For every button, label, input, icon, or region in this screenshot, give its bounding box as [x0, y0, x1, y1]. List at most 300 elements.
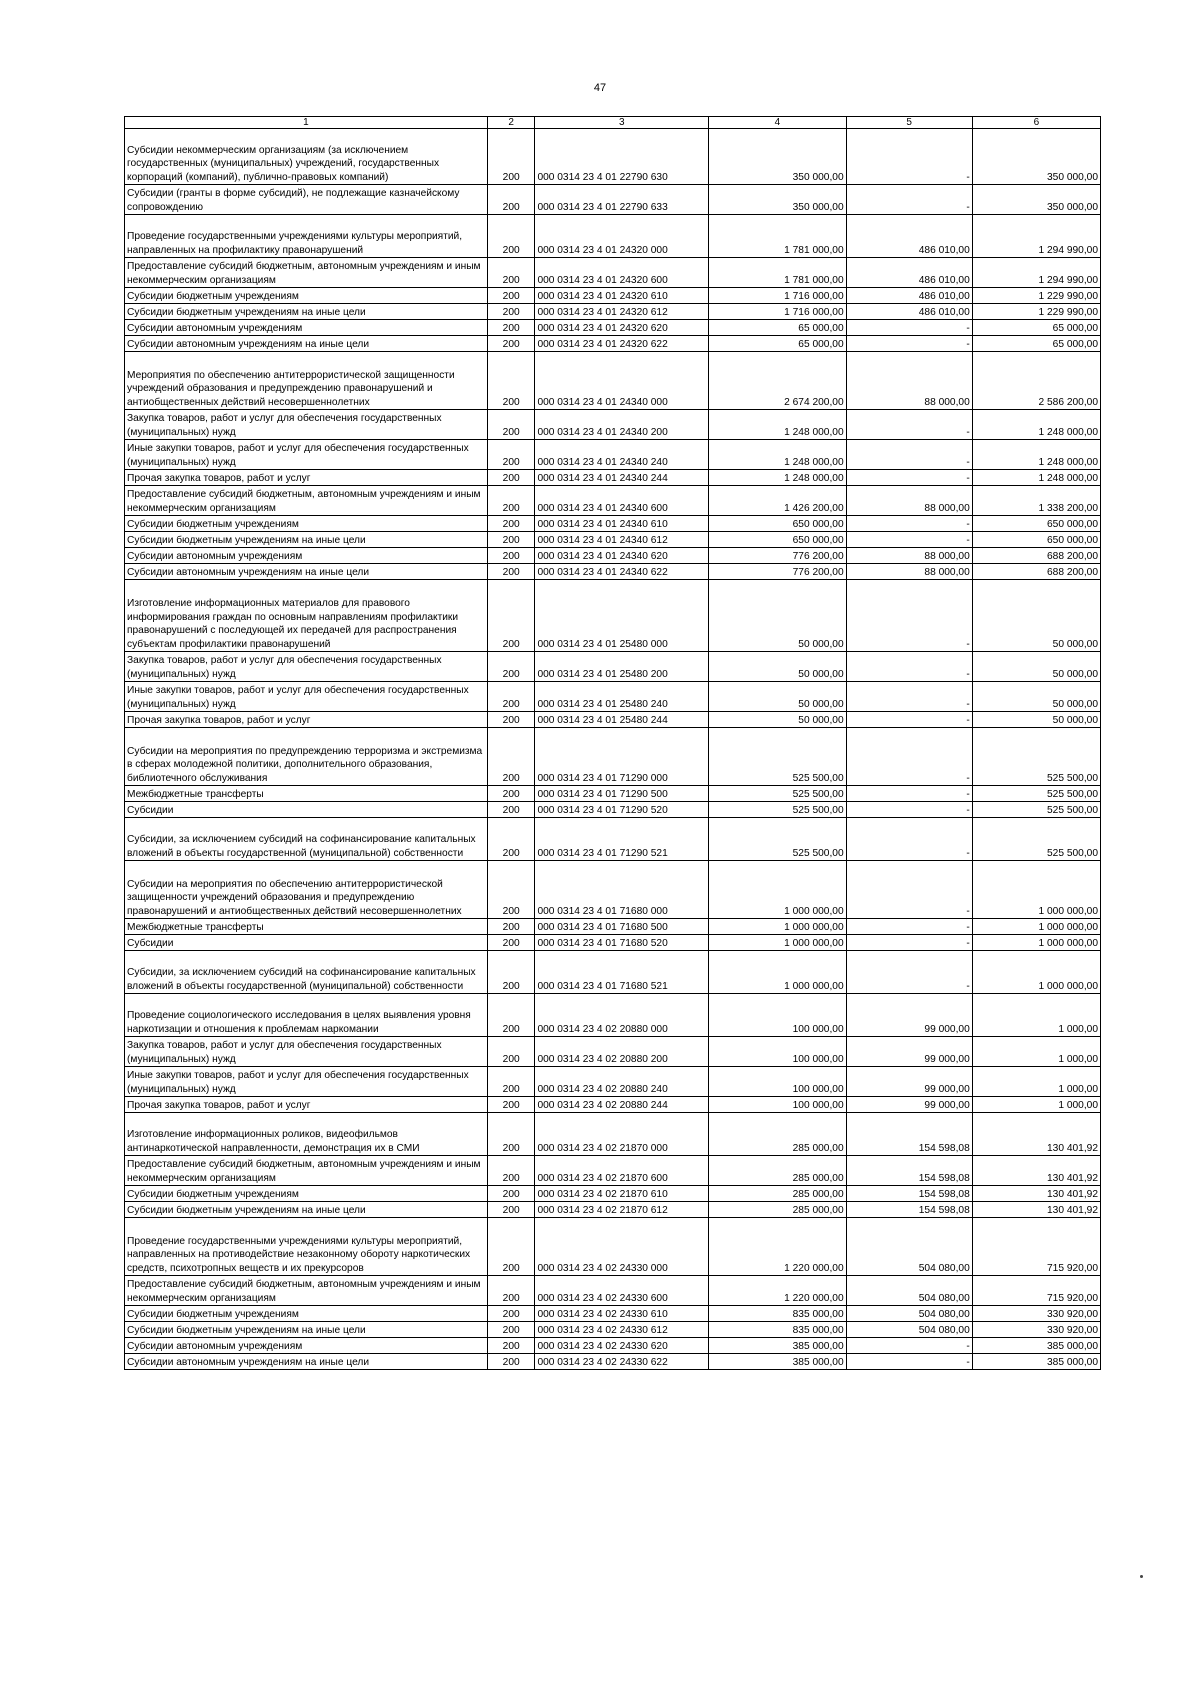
- row-code-cell: 000 0314 23 4 02 21870 612: [535, 1202, 709, 1218]
- row-name-cell: Межбюджетные трансферты: [125, 786, 488, 802]
- row-code-cell: 000 0314 23 4 01 24320 622: [535, 336, 709, 352]
- row-rest-cell: 1 248 000,00: [972, 470, 1100, 486]
- row-exec-cell: -: [846, 320, 972, 336]
- row-admin-cell: 200: [487, 802, 535, 818]
- row-code-cell: 000 0314 23 4 02 20880 000: [535, 994, 709, 1037]
- table-row: [125, 1186, 1101, 1202]
- row-code-cell: 000 0314 23 4 01 71290 500: [535, 786, 709, 802]
- row-name-cell: Субсидии на мероприятия по обеспечению антитеррористической защищенности учреждений образования и предупреждению правонарушений и антиобщественных действий несовершеннолетних: [125, 861, 488, 919]
- row-admin-cell: 200: [487, 786, 535, 802]
- row-rest-cell: 525 500,00: [972, 802, 1100, 818]
- row-plan-cell: 835 000,00: [709, 1322, 847, 1338]
- row-rest-cell: 650 000,00: [972, 516, 1100, 532]
- row-code-cell: 000 0314 23 4 02 20880 240: [535, 1067, 709, 1097]
- table-row: [125, 1306, 1101, 1322]
- row-exec-cell: -: [846, 951, 972, 994]
- row-rest-cell: 715 920,00: [972, 1276, 1100, 1306]
- row-rest-cell: 1 338 200,00: [972, 486, 1100, 516]
- row-plan-cell: 285 000,00: [709, 1202, 847, 1218]
- row-name-cell: Субсидии бюджетным учреждениям: [125, 288, 488, 304]
- row-code-cell: 000 0314 23 4 01 24340 612: [535, 532, 709, 548]
- row-admin-cell: 200: [487, 1322, 535, 1338]
- row-plan-cell: 50 000,00: [709, 682, 847, 712]
- row-name-cell: Иные закупки товаров, работ и услуг для обеспечения государственных (муниципальных) нужд: [125, 682, 488, 712]
- table-row: [125, 951, 1101, 994]
- table-row: [125, 486, 1101, 516]
- row-plan-cell: 1 781 000,00: [709, 258, 847, 288]
- table-row: [125, 185, 1101, 215]
- row-plan-cell: 100 000,00: [709, 1067, 847, 1097]
- table-row: [125, 1113, 1101, 1156]
- row-admin-cell: 200: [487, 320, 535, 336]
- row-admin-cell: 200: [487, 336, 535, 352]
- row-code-cell: 000 0314 23 4 01 71680 520: [535, 935, 709, 951]
- row-admin-cell: 200: [487, 682, 535, 712]
- row-plan-cell: 650 000,00: [709, 532, 847, 548]
- table-row: [125, 1202, 1101, 1218]
- row-plan-cell: 100 000,00: [709, 1037, 847, 1067]
- row-plan-cell: 1 000 000,00: [709, 935, 847, 951]
- row-exec-cell: 486 010,00: [846, 215, 972, 258]
- row-code-cell: 000 0314 23 4 02 24330 622: [535, 1354, 709, 1370]
- row-plan-cell: 1 248 000,00: [709, 470, 847, 486]
- table-row: [125, 1322, 1101, 1338]
- row-name-cell: Субсидии бюджетным учреждениям на иные цели: [125, 532, 488, 548]
- row-exec-cell: 504 080,00: [846, 1276, 972, 1306]
- row-code-cell: 000 0314 23 4 01 24340 000: [535, 352, 709, 410]
- row-plan-cell: 650 000,00: [709, 516, 847, 532]
- row-rest-cell: 330 920,00: [972, 1322, 1100, 1338]
- table-row: [125, 580, 1101, 652]
- row-code-cell: 000 0314 23 4 01 22790 630: [535, 129, 709, 185]
- row-admin-cell: 200: [487, 935, 535, 951]
- row-admin-cell: 200: [487, 712, 535, 728]
- row-rest-cell: 525 500,00: [972, 818, 1100, 861]
- row-plan-cell: 65 000,00: [709, 320, 847, 336]
- row-exec-cell: -: [846, 728, 972, 786]
- row-code-cell: 000 0314 23 4 02 24330 612: [535, 1322, 709, 1338]
- column-header: 6: [972, 117, 1100, 129]
- row-exec-cell: 88 000,00: [846, 564, 972, 580]
- row-admin-cell: 200: [487, 994, 535, 1037]
- row-code-cell: 000 0314 23 4 01 71680 000: [535, 861, 709, 919]
- row-rest-cell: 650 000,00: [972, 532, 1100, 548]
- row-code-cell: 000 0314 23 4 01 24320 610: [535, 288, 709, 304]
- row-code-cell: 000 0314 23 4 01 24320 612: [535, 304, 709, 320]
- row-code-cell: 000 0314 23 4 01 22790 633: [535, 185, 709, 215]
- row-rest-cell: 525 500,00: [972, 786, 1100, 802]
- row-admin-cell: 200: [487, 440, 535, 470]
- row-exec-cell: -: [846, 652, 972, 682]
- table-row: [125, 288, 1101, 304]
- row-exec-cell: 154 598,08: [846, 1156, 972, 1186]
- row-plan-cell: 1 220 000,00: [709, 1276, 847, 1306]
- row-code-cell: 000 0314 23 4 01 25480 240: [535, 682, 709, 712]
- row-name-cell: Прочая закупка товаров, работ и услуг: [125, 470, 488, 486]
- row-name-cell: Субсидии автономным учреждениям на иные цели: [125, 1354, 488, 1370]
- row-admin-cell: 200: [487, 1354, 535, 1370]
- table-row: [125, 786, 1101, 802]
- row-exec-cell: -: [846, 516, 972, 532]
- table-row: [125, 1037, 1101, 1067]
- row-plan-cell: 1 248 000,00: [709, 410, 847, 440]
- row-rest-cell: 50 000,00: [972, 580, 1100, 652]
- row-name-cell: Проведение государственными учреждениями культуры мероприятий, направленных на противодействие незаконному обороту наркотических средств, психотропных веществ и их прекурсоров: [125, 1218, 488, 1276]
- row-plan-cell: 1 716 000,00: [709, 304, 847, 320]
- row-code-cell: 000 0314 23 4 01 24340 600: [535, 486, 709, 516]
- row-exec-cell: -: [846, 935, 972, 951]
- row-name-cell: Субсидии автономным учреждениям на иные цели: [125, 336, 488, 352]
- row-admin-cell: 200: [487, 1113, 535, 1156]
- row-code-cell: 000 0314 23 4 01 24340 244: [535, 470, 709, 486]
- row-plan-cell: 1 220 000,00: [709, 1218, 847, 1276]
- row-rest-cell: 1 000 000,00: [972, 919, 1100, 935]
- row-name-cell: Мероприятия по обеспечению антитеррористической защищенности учреждений образования и предупреждению правонарушений и антиобщественных действий несовершеннолетних: [125, 352, 488, 410]
- row-rest-cell: 1 294 990,00: [972, 258, 1100, 288]
- row-rest-cell: 130 401,92: [972, 1186, 1100, 1202]
- table-row: [125, 1338, 1101, 1354]
- row-exec-cell: 504 080,00: [846, 1306, 972, 1322]
- table-row: [125, 215, 1101, 258]
- row-name-cell: Предоставление субсидий бюджетным, автономным учреждениям и иным некоммерческим организациям: [125, 486, 488, 516]
- row-exec-cell: 88 000,00: [846, 548, 972, 564]
- row-code-cell: 000 0314 23 4 02 21870 600: [535, 1156, 709, 1186]
- row-name-cell: Субсидии, за исключением субсидий на софинансирование капитальных вложений в объекты государственной (муниципальной) собственности: [125, 951, 488, 994]
- row-exec-cell: -: [846, 532, 972, 548]
- row-name-cell: Субсидии некоммерческим организациям (за исключением государственных (муниципальных) учреждений, государственных корпораций (компаний), публично-правовых компаний): [125, 129, 488, 185]
- table-row: [125, 1276, 1101, 1306]
- row-admin-cell: 200: [487, 215, 535, 258]
- row-code-cell: 000 0314 23 4 01 25480 000: [535, 580, 709, 652]
- row-name-cell: Прочая закупка товаров, работ и услуг: [125, 1097, 488, 1113]
- row-exec-cell: -: [846, 440, 972, 470]
- table-row: [125, 129, 1101, 185]
- row-code-cell: 000 0314 23 4 02 24330 610: [535, 1306, 709, 1322]
- column-number-row: [125, 117, 1101, 129]
- row-admin-cell: 200: [487, 1067, 535, 1097]
- table-row: [125, 994, 1101, 1037]
- table-row: [125, 1354, 1101, 1370]
- row-plan-cell: 385 000,00: [709, 1338, 847, 1354]
- row-name-cell: Закупка товаров, работ и услуг для обеспечения государственных (муниципальных) нужд: [125, 410, 488, 440]
- row-rest-cell: 1 000 000,00: [972, 935, 1100, 951]
- row-exec-cell: -: [846, 1338, 972, 1354]
- row-exec-cell: 154 598,08: [846, 1202, 972, 1218]
- row-plan-cell: 835 000,00: [709, 1306, 847, 1322]
- row-plan-cell: 2 674 200,00: [709, 352, 847, 410]
- row-admin-cell: 200: [487, 1037, 535, 1067]
- row-exec-cell: 88 000,00: [846, 352, 972, 410]
- row-admin-cell: 200: [487, 1186, 535, 1202]
- row-admin-cell: 200: [487, 564, 535, 580]
- row-name-cell: Субсидии: [125, 802, 488, 818]
- row-name-cell: Субсидии бюджетным учреждениям на иные цели: [125, 1202, 488, 1218]
- row-admin-cell: 200: [487, 410, 535, 440]
- row-name-cell: Иные закупки товаров, работ и услуг для обеспечения государственных (муниципальных) нужд: [125, 1067, 488, 1097]
- row-rest-cell: 130 401,92: [972, 1202, 1100, 1218]
- row-exec-cell: 99 000,00: [846, 1067, 972, 1097]
- row-exec-cell: -: [846, 818, 972, 861]
- table-row: [125, 516, 1101, 532]
- row-exec-cell: -: [846, 185, 972, 215]
- table-row: [125, 258, 1101, 288]
- column-header: 3: [535, 117, 709, 129]
- table-row: [125, 440, 1101, 470]
- scan-speck: [1140, 1575, 1143, 1578]
- row-plan-cell: 285 000,00: [709, 1186, 847, 1202]
- row-rest-cell: 350 000,00: [972, 129, 1100, 185]
- row-code-cell: 000 0314 23 4 02 21870 000: [535, 1113, 709, 1156]
- table-row: [125, 564, 1101, 580]
- column-header: 1: [125, 117, 488, 129]
- row-exec-cell: -: [846, 470, 972, 486]
- page-number: 47: [593, 82, 607, 94]
- row-exec-cell: -: [846, 861, 972, 919]
- row-rest-cell: 385 000,00: [972, 1338, 1100, 1354]
- row-name-cell: Субсидии, за исключением субсидий на софинансирование капитальных вложений в объекты государственной (муниципальной) собственности: [125, 818, 488, 861]
- row-rest-cell: 525 500,00: [972, 728, 1100, 786]
- row-code-cell: 000 0314 23 4 01 71680 521: [535, 951, 709, 994]
- row-exec-cell: -: [846, 682, 972, 712]
- row-admin-cell: 200: [487, 129, 535, 185]
- row-rest-cell: 1 000 000,00: [972, 861, 1100, 919]
- row-exec-cell: -: [846, 802, 972, 818]
- row-name-cell: Закупка товаров, работ и услуг для обеспечения государственных (муниципальных) нужд: [125, 1037, 488, 1067]
- row-name-cell: Субсидии автономным учреждениям: [125, 320, 488, 336]
- row-code-cell: 000 0314 23 4 01 71290 000: [535, 728, 709, 786]
- table-row: [125, 532, 1101, 548]
- row-name-cell: Субсидии автономным учреждениям: [125, 548, 488, 564]
- table-row: [125, 919, 1101, 935]
- table-row: [125, 1156, 1101, 1186]
- row-rest-cell: 688 200,00: [972, 548, 1100, 564]
- table-row: [125, 352, 1101, 410]
- row-name-cell: Субсидии: [125, 935, 488, 951]
- row-code-cell: 000 0314 23 4 01 25480 200: [535, 652, 709, 682]
- row-name-cell: Иные закупки товаров, работ и услуг для обеспечения государственных (муниципальных) нужд: [125, 440, 488, 470]
- row-rest-cell: 130 401,92: [972, 1113, 1100, 1156]
- row-admin-cell: 200: [487, 1338, 535, 1354]
- row-exec-cell: -: [846, 786, 972, 802]
- table-row: [125, 410, 1101, 440]
- row-admin-cell: 200: [487, 919, 535, 935]
- row-code-cell: 000 0314 23 4 01 71290 520: [535, 802, 709, 818]
- row-rest-cell: 1 000,00: [972, 1097, 1100, 1113]
- row-rest-cell: 1 229 990,00: [972, 304, 1100, 320]
- row-admin-cell: 200: [487, 1097, 535, 1113]
- row-name-cell: Изготовление информационных материалов для правового информирования граждан по основным направлениям профилактики правонарушений с последующей их передачей для распространения субъектам профилактики правонарушений: [125, 580, 488, 652]
- row-rest-cell: 1 248 000,00: [972, 440, 1100, 470]
- row-name-cell: Субсидии бюджетным учреждениям на иные цели: [125, 304, 488, 320]
- row-name-cell: Субсидии бюджетным учреждениям: [125, 1186, 488, 1202]
- row-admin-cell: 200: [487, 1156, 535, 1186]
- row-name-cell: Проведение социологического исследования в целях выявления уровня наркотизации и отношения к проблемам наркомании: [125, 994, 488, 1037]
- row-admin-cell: 200: [487, 486, 535, 516]
- table-row: [125, 861, 1101, 919]
- row-plan-cell: 1 248 000,00: [709, 440, 847, 470]
- column-header: 4: [709, 117, 847, 129]
- row-plan-cell: 1 000 000,00: [709, 861, 847, 919]
- row-rest-cell: 65 000,00: [972, 336, 1100, 352]
- table-row: [125, 320, 1101, 336]
- table-row: [125, 682, 1101, 712]
- row-rest-cell: 50 000,00: [972, 682, 1100, 712]
- row-name-cell: Субсидии бюджетным учреждениям на иные цели: [125, 1322, 488, 1338]
- row-plan-cell: 1 426 200,00: [709, 486, 847, 516]
- row-plan-cell: 65 000,00: [709, 336, 847, 352]
- row-name-cell: Закупка товаров, работ и услуг для обеспечения государственных (муниципальных) нужд: [125, 652, 488, 682]
- row-plan-cell: 1 000 000,00: [709, 919, 847, 935]
- row-exec-cell: -: [846, 919, 972, 935]
- row-plan-cell: 50 000,00: [709, 580, 847, 652]
- row-name-cell: Межбюджетные трансферты: [125, 919, 488, 935]
- row-rest-cell: 1 000,00: [972, 994, 1100, 1037]
- row-exec-cell: 99 000,00: [846, 994, 972, 1037]
- row-name-cell: Предоставление субсидий бюджетным, автономным учреждениям и иным некоммерческим организациям: [125, 258, 488, 288]
- budget-execution-table: [124, 116, 1101, 1370]
- table-row: [125, 818, 1101, 861]
- row-admin-cell: 200: [487, 951, 535, 994]
- row-admin-cell: 200: [487, 548, 535, 564]
- row-admin-cell: 200: [487, 1276, 535, 1306]
- row-code-cell: 000 0314 23 4 02 24330 600: [535, 1276, 709, 1306]
- row-name-cell: Субсидии автономным учреждениям: [125, 1338, 488, 1354]
- row-name-cell: Прочая закупка товаров, работ и услуг: [125, 712, 488, 728]
- row-exec-cell: -: [846, 580, 972, 652]
- row-rest-cell: 385 000,00: [972, 1354, 1100, 1370]
- row-rest-cell: 65 000,00: [972, 320, 1100, 336]
- row-plan-cell: 525 500,00: [709, 786, 847, 802]
- row-plan-cell: 100 000,00: [709, 994, 847, 1037]
- row-exec-cell: 154 598,08: [846, 1186, 972, 1202]
- row-plan-cell: 776 200,00: [709, 564, 847, 580]
- row-rest-cell: 330 920,00: [972, 1306, 1100, 1322]
- row-exec-cell: 486 010,00: [846, 288, 972, 304]
- row-code-cell: 000 0314 23 4 01 71290 521: [535, 818, 709, 861]
- row-plan-cell: 1 000 000,00: [709, 951, 847, 994]
- table-body: [125, 129, 1101, 1370]
- table-row: [125, 548, 1101, 564]
- row-plan-cell: 385 000,00: [709, 1354, 847, 1370]
- row-name-cell: Изготовление информационных роликов, видеофильмов антинаркотической направленности, демонстрация их в СМИ: [125, 1113, 488, 1156]
- row-code-cell: 000 0314 23 4 01 24340 240: [535, 440, 709, 470]
- row-exec-cell: -: [846, 1354, 972, 1370]
- row-code-cell: 000 0314 23 4 01 24320 000: [535, 215, 709, 258]
- row-exec-cell: 486 010,00: [846, 304, 972, 320]
- row-exec-cell: 154 598,08: [846, 1113, 972, 1156]
- row-name-cell: Субсидии на мероприятия по предупреждению терроризма и экстремизма в сферах молодежной политики, дополнительного образования, библиотечного обслуживания: [125, 728, 488, 786]
- row-admin-cell: 200: [487, 288, 535, 304]
- row-rest-cell: 130 401,92: [972, 1156, 1100, 1186]
- row-admin-cell: 200: [487, 304, 535, 320]
- row-plan-cell: 525 500,00: [709, 728, 847, 786]
- row-plan-cell: 525 500,00: [709, 818, 847, 861]
- row-name-cell: Субсидии автономным учреждениям на иные цели: [125, 564, 488, 580]
- row-code-cell: 000 0314 23 4 01 24340 620: [535, 548, 709, 564]
- row-code-cell: 000 0314 23 4 01 71680 500: [535, 919, 709, 935]
- row-plan-cell: 350 000,00: [709, 129, 847, 185]
- row-rest-cell: 1 000 000,00: [972, 951, 1100, 994]
- row-rest-cell: 1 000,00: [972, 1067, 1100, 1097]
- row-code-cell: 000 0314 23 4 02 24330 000: [535, 1218, 709, 1276]
- row-code-cell: 000 0314 23 4 01 24320 620: [535, 320, 709, 336]
- row-exec-cell: 504 080,00: [846, 1322, 972, 1338]
- row-name-cell: Субсидии бюджетным учреждениям: [125, 1306, 488, 1322]
- row-code-cell: 000 0314 23 4 01 24320 600: [535, 258, 709, 288]
- row-exec-cell: 504 080,00: [846, 1218, 972, 1276]
- row-name-cell: Субсидии (гранты в форме субсидий), не подлежащие казначейскому сопровождению: [125, 185, 488, 215]
- column-header: 5: [846, 117, 972, 129]
- table-row: [125, 1097, 1101, 1113]
- row-plan-cell: 50 000,00: [709, 652, 847, 682]
- row-plan-cell: 350 000,00: [709, 185, 847, 215]
- row-exec-cell: -: [846, 129, 972, 185]
- row-exec-cell: 486 010,00: [846, 258, 972, 288]
- row-rest-cell: 1 229 990,00: [972, 288, 1100, 304]
- row-code-cell: 000 0314 23 4 02 20880 200: [535, 1037, 709, 1067]
- row-rest-cell: 1 294 990,00: [972, 215, 1100, 258]
- row-admin-cell: 200: [487, 728, 535, 786]
- row-rest-cell: 2 586 200,00: [972, 352, 1100, 410]
- row-exec-cell: 99 000,00: [846, 1097, 972, 1113]
- row-admin-cell: 200: [487, 580, 535, 652]
- table-row: [125, 935, 1101, 951]
- table-row: [125, 1218, 1101, 1276]
- row-exec-cell: -: [846, 712, 972, 728]
- row-admin-cell: 200: [487, 861, 535, 919]
- row-plan-cell: 525 500,00: [709, 802, 847, 818]
- row-admin-cell: 200: [487, 652, 535, 682]
- row-exec-cell: -: [846, 410, 972, 440]
- table-row: [125, 802, 1101, 818]
- row-rest-cell: 50 000,00: [972, 652, 1100, 682]
- row-rest-cell: 1 248 000,00: [972, 410, 1100, 440]
- row-code-cell: 000 0314 23 4 01 24340 200: [535, 410, 709, 440]
- row-plan-cell: 1 716 000,00: [709, 288, 847, 304]
- table-row: [125, 1067, 1101, 1097]
- row-admin-cell: 200: [487, 185, 535, 215]
- row-name-cell: Субсидии бюджетным учреждениям: [125, 516, 488, 532]
- row-admin-cell: 200: [487, 258, 535, 288]
- row-admin-cell: 200: [487, 532, 535, 548]
- table-row: [125, 712, 1101, 728]
- row-name-cell: Проведение государственными учреждениями культуры мероприятий, направленных на профилактику правонарушений: [125, 215, 488, 258]
- row-rest-cell: 715 920,00: [972, 1218, 1100, 1276]
- row-rest-cell: 50 000,00: [972, 712, 1100, 728]
- row-code-cell: 000 0314 23 4 01 24340 622: [535, 564, 709, 580]
- row-admin-cell: 200: [487, 818, 535, 861]
- row-admin-cell: 200: [487, 1202, 535, 1218]
- row-code-cell: 000 0314 23 4 02 20880 244: [535, 1097, 709, 1113]
- table-row: [125, 652, 1101, 682]
- row-admin-cell: 200: [487, 516, 535, 532]
- row-plan-cell: 1 781 000,00: [709, 215, 847, 258]
- row-plan-cell: 100 000,00: [709, 1097, 847, 1113]
- column-header: 2: [487, 117, 535, 129]
- row-plan-cell: 50 000,00: [709, 712, 847, 728]
- row-exec-cell: -: [846, 336, 972, 352]
- row-code-cell: 000 0314 23 4 01 24340 610: [535, 516, 709, 532]
- table-row: [125, 728, 1101, 786]
- row-admin-cell: 200: [487, 1306, 535, 1322]
- row-plan-cell: 285 000,00: [709, 1156, 847, 1186]
- row-admin-cell: 200: [487, 352, 535, 410]
- row-name-cell: Предоставление субсидий бюджетным, автономным учреждениям и иным некоммерческим организациям: [125, 1276, 488, 1306]
- row-rest-cell: 688 200,00: [972, 564, 1100, 580]
- row-name-cell: Предоставление субсидий бюджетным, автономным учреждениям и иным некоммерческим организациям: [125, 1156, 488, 1186]
- row-admin-cell: 200: [487, 470, 535, 486]
- row-rest-cell: 1 000,00: [972, 1037, 1100, 1067]
